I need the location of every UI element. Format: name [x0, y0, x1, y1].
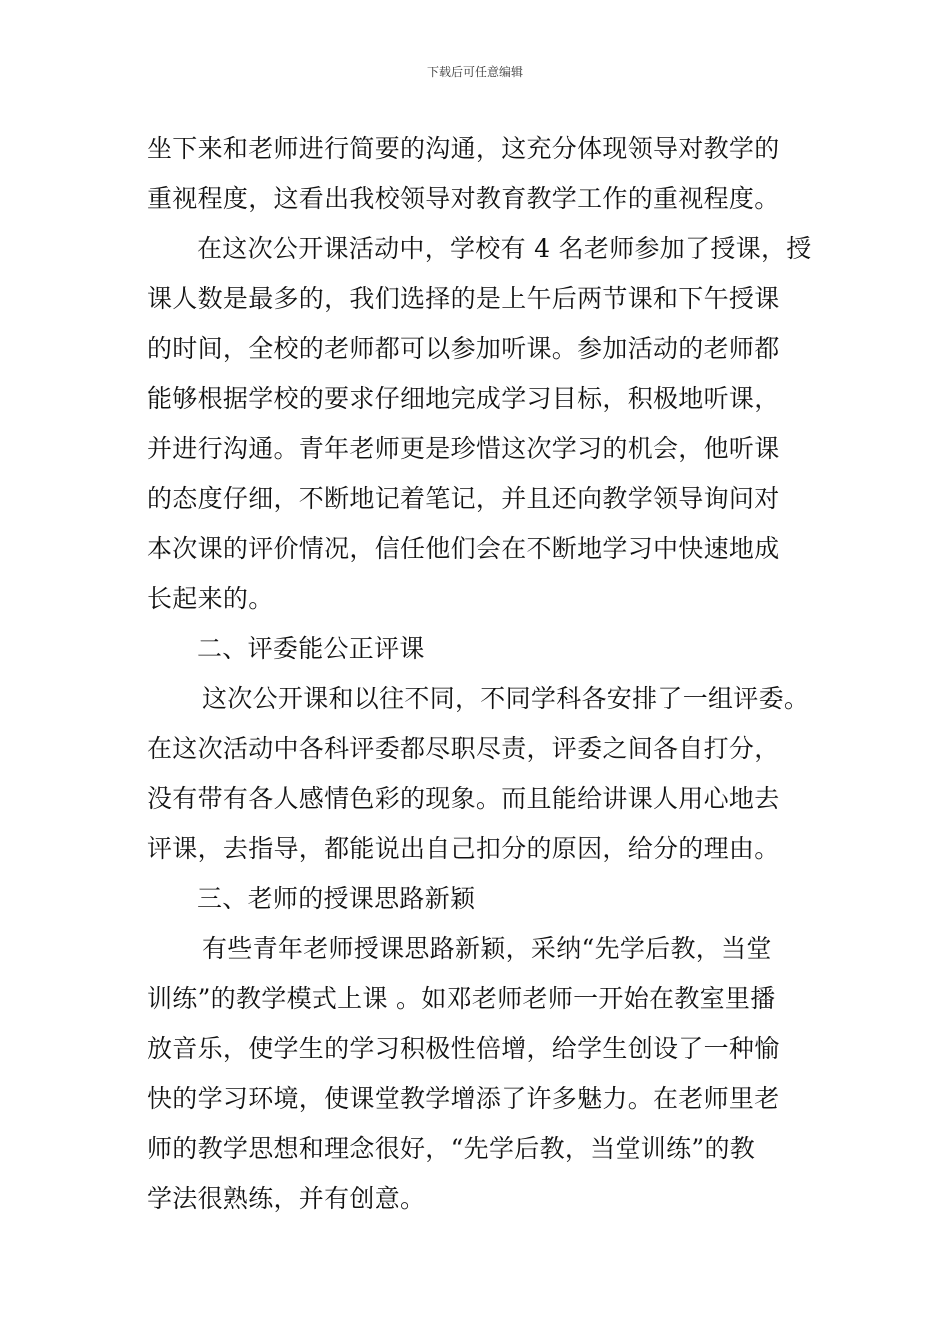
document-body	[147, 124, 827, 1224]
text-line: 并进行沟通。青年老师更是珍惜这次学习的机会，他听课	[147, 434, 780, 463]
text-line: 长起来的。	[147, 584, 274, 613]
text-line: 快的学习环境，使课堂教学增添了许多魅力。在老师里老	[147, 1084, 780, 1113]
text-line: 这次公开课和以往不同，不同学科各安排了一组评委。	[202, 684, 810, 713]
text-line: 没有带有各人感情色彩的现象。而且能给讲课人用心地去	[147, 784, 780, 813]
text-line: 在这次公开课活动中，学校有 4 名老师参加了授课，授	[197, 234, 812, 263]
text-line: 放音乐，使学生的学习积极性倍增，给学生创设了一种愉	[147, 1034, 780, 1063]
text-line: 训练”的教学模式上课 。如邓老师老师一开始在教室里播	[147, 984, 776, 1013]
text-line: 本次课的评价情况，信任他们会在不断地学习中快速地成	[147, 534, 780, 563]
text-line: 课人数是最多的，我们选择的是上午后两节课和下午授课	[147, 284, 780, 313]
text-line: 的时间，全校的老师都可以参加听课。参加活动的老师都	[147, 334, 780, 363]
text-line: 坐下来和老师进行简要的沟通，这充分体现领导对教学的	[147, 134, 780, 163]
text-line: 的态度仔细，不断地记着笔记，并且还向教学领导询问对	[147, 484, 780, 513]
text-line: 评课，去指导，都能说出自己扣分的原因，给分的理由。	[147, 834, 780, 863]
page-header: 下载后可任意编辑	[426, 65, 523, 79]
text-line: 有些青年老师授课思路新颖，采纳“先学后教，当堂	[202, 934, 772, 963]
text-line: 能够根据学校的要求仔细地完成学习目标，积极地听课，	[147, 384, 780, 413]
text-line: 重视程度，这看出我校领导对教育教学工作的重视程度。	[147, 184, 780, 213]
text-line: 师的教学思想和理念很好，“先学后教，当堂训练”的教	[147, 1134, 756, 1163]
section-heading: 三、老师的授课思路新颖	[197, 884, 476, 913]
section-heading: 二、评委能公正评课	[197, 634, 425, 663]
text-line: 学法很熟练，并有创意。	[147, 1184, 426, 1213]
text-line: 在这次活动中各科评委都尽职尽责，评委之间各自打分，	[147, 734, 780, 763]
